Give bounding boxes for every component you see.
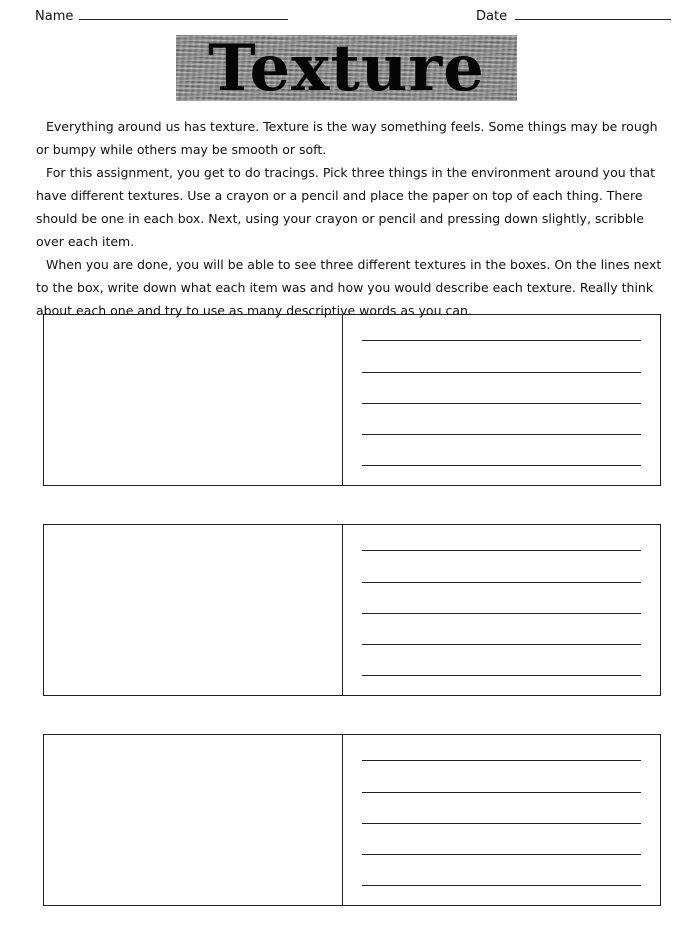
instructions (36, 115, 666, 322)
answer-line[interactable] (362, 854, 641, 855)
tracing-box-2 (43, 524, 661, 696)
answer-line[interactable] (362, 675, 641, 676)
answer-line[interactable] (362, 885, 641, 886)
answer-line[interactable] (362, 613, 641, 614)
tracing-area[interactable] (44, 735, 343, 905)
instruction-paragraph-3: When you are done, you will be able to see three different textures in the boxes. On the lines next to the box, write down what each item was and how you would describe each texture. Really think about each one and try to use as many descriptive words as you can. (36, 257, 662, 318)
answer-line[interactable] (362, 792, 641, 793)
answer-line[interactable] (362, 403, 641, 404)
tracing-area[interactable] (44, 315, 343, 485)
date-label: Date (476, 9, 508, 24)
date-field[interactable] (515, 19, 671, 20)
answer-line[interactable] (362, 340, 641, 341)
title-banner (176, 35, 517, 101)
tracing-box-3 (43, 734, 661, 906)
answer-line[interactable] (362, 372, 641, 373)
tracing-area[interactable] (44, 525, 343, 695)
name-field[interactable] (79, 19, 288, 20)
instruction-paragraph-1: Everything around us has texture. Texture is the way something feels. Some things may be rough or bumpy while others may be smooth or soft. (36, 119, 658, 157)
answer-line[interactable] (362, 582, 641, 583)
answer-line[interactable] (362, 434, 641, 435)
page-title: Texture (208, 35, 485, 101)
answer-line[interactable] (362, 465, 641, 466)
tracing-box-1 (43, 314, 661, 486)
name-label: Name (35, 9, 74, 24)
instruction-paragraph-2: For this assignment, you get to do tracings. Pick three things in the environment around you that have different textures. Use a crayon or a pencil and place the paper on top of each thing. There should be one in each box. Next, using your crayon or pencil and pressing down slightly, scribble over each item. (36, 165, 656, 249)
answer-line[interactable] (362, 760, 641, 761)
answer-line[interactable] (362, 550, 641, 551)
answer-line[interactable] (362, 644, 641, 645)
answer-line[interactable] (362, 823, 641, 824)
